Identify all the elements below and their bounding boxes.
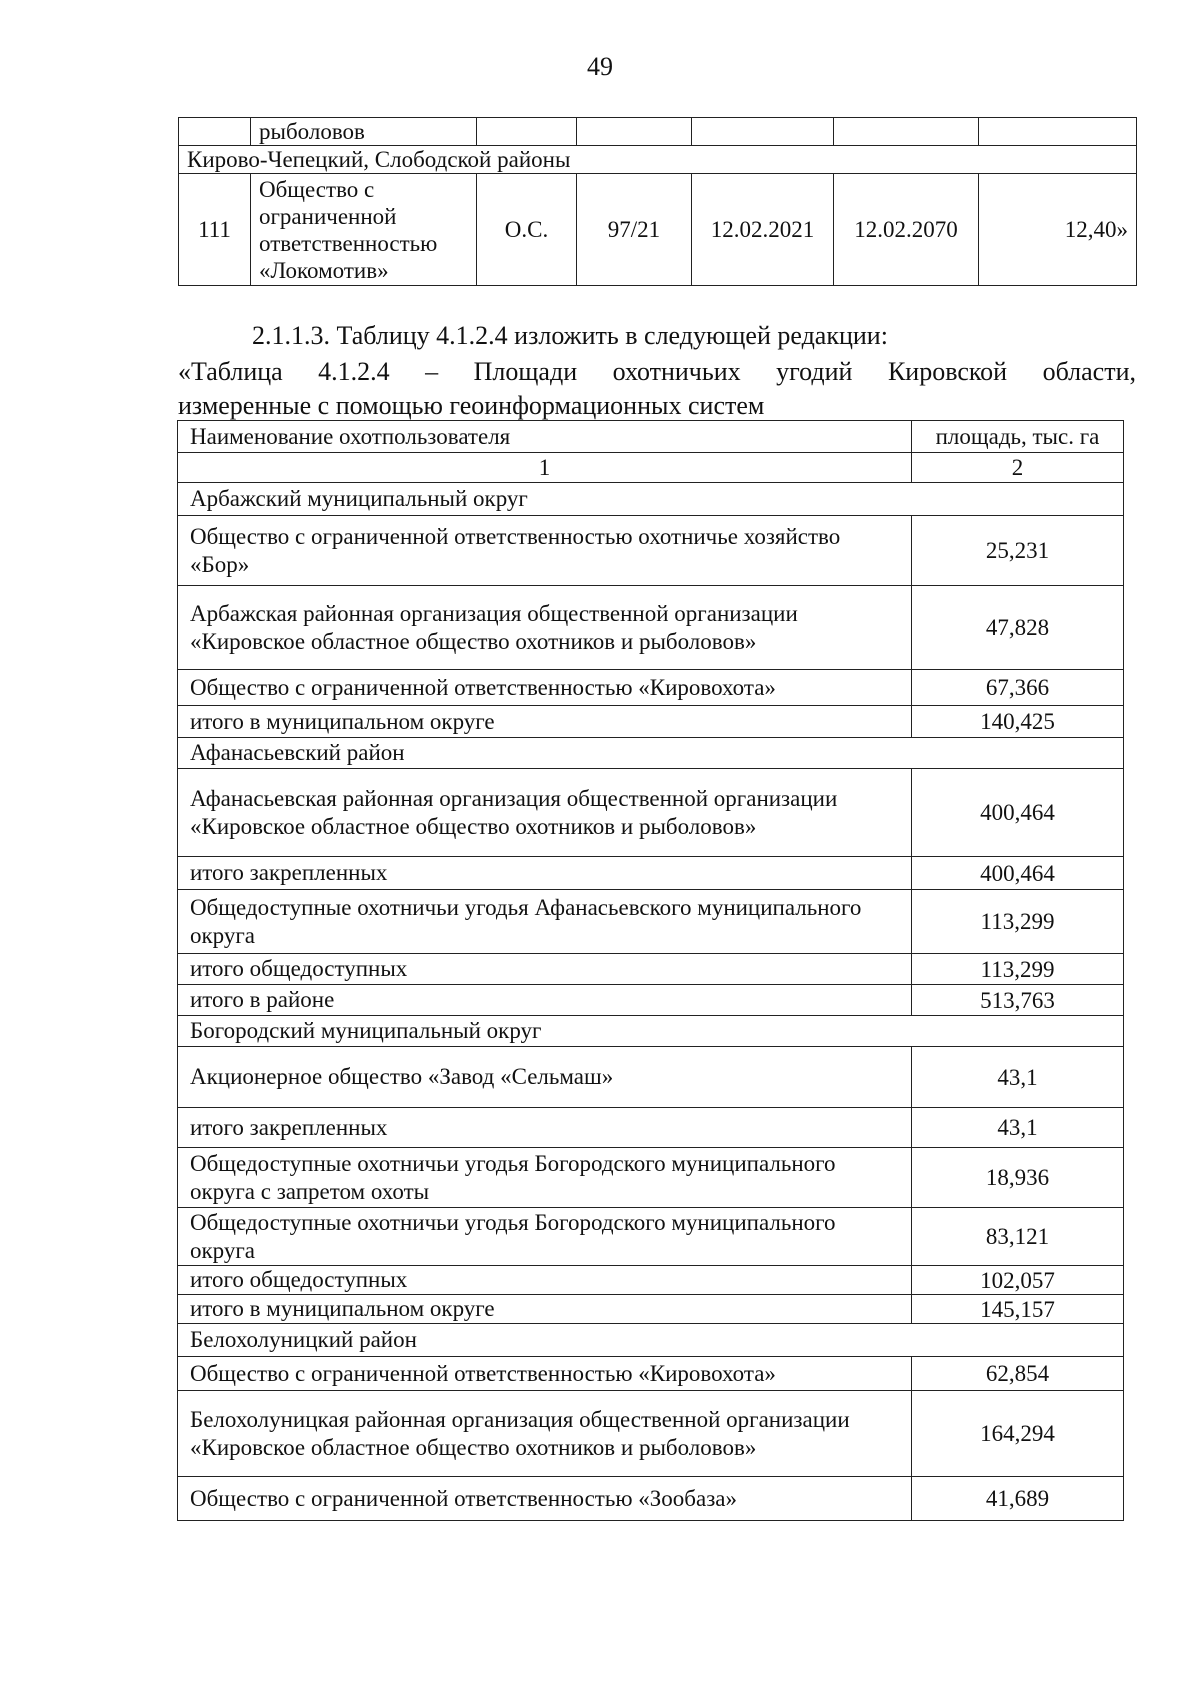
row-value: 41,689 xyxy=(912,1477,1124,1521)
table-row xyxy=(178,670,1124,706)
row-value: 140,425 xyxy=(912,706,1124,738)
row-name: Общедоступные охотничьи угодья Богородского муниципального округа с запретом охоты xyxy=(178,1148,912,1208)
section-title: Арбажский муниципальный округ xyxy=(178,483,1124,516)
row-fragment-text: рыболовов xyxy=(251,118,477,146)
organization-name: Общество с ограниченной ответственностью «Локомотив» xyxy=(251,174,477,286)
row-name: Общество с ограниченной ответственностью «Кировохота» xyxy=(178,670,912,706)
header-area: площадь, тыс. га xyxy=(912,421,1124,453)
section-title: Богородский муниципальный округ xyxy=(178,1016,1124,1047)
row-name: итого в муниципальном округе xyxy=(178,706,912,738)
row-value: 400,464 xyxy=(912,857,1124,890)
table-row xyxy=(178,516,1124,586)
row-value: 43,1 xyxy=(912,1047,1124,1108)
row-value: 47,828 xyxy=(912,586,1124,670)
table-row xyxy=(178,706,1124,738)
table-row xyxy=(178,769,1124,857)
row-value: 18,936 xyxy=(912,1148,1124,1208)
table-row xyxy=(179,118,1137,146)
hunting-areas-table xyxy=(177,420,1124,1521)
table-row xyxy=(178,954,1124,985)
row-name: Арбажская районная организация общественной организации «Кировское областное общество охотников и рыболовов» xyxy=(178,586,912,670)
row-value: 113,299 xyxy=(912,890,1124,954)
row-name: итого закрепленных xyxy=(178,1108,912,1148)
row-name: Афанасьевская районная организация общественной организации «Кировское областное общество охотников и рыболовов» xyxy=(178,769,912,857)
row-value: 43,1 xyxy=(912,1108,1124,1148)
column-number-1: 1 xyxy=(178,453,912,483)
table-row xyxy=(178,1391,1124,1477)
row-name: Белохолуницкая районная организация общественной организации «Кировское областное общество охотников и рыболовов» xyxy=(178,1391,912,1477)
table-row xyxy=(178,1266,1124,1295)
table-row xyxy=(178,1477,1124,1521)
table-row xyxy=(178,1295,1124,1324)
table-caption-line-2: измеренные с помощью геоинформационных систем xyxy=(178,391,765,420)
table-row xyxy=(178,1047,1124,1108)
table-row xyxy=(178,1208,1124,1266)
page-number: 49 xyxy=(587,52,613,81)
row-value: 513,763 xyxy=(912,985,1124,1016)
row-value: 83,121 xyxy=(912,1208,1124,1266)
paragraph-instruction: 2.1.1.3. Таблицу 4.1.2.4 изложить в следующей редакции: xyxy=(252,321,888,350)
row-name: итого общедоступных xyxy=(178,1266,912,1295)
table-row xyxy=(179,174,1137,286)
table-row xyxy=(178,985,1124,1016)
table-header-row xyxy=(178,421,1124,453)
row-name: итого общедоступных xyxy=(178,954,912,985)
row-value: 102,057 xyxy=(912,1266,1124,1295)
row-name: Общество с ограниченной ответственностью «Кировохота» xyxy=(178,1357,912,1391)
row-name: итого закрепленных xyxy=(178,857,912,890)
row-value: 164,294 xyxy=(912,1391,1124,1477)
table-row xyxy=(178,1108,1124,1148)
date-start: 12.02.2021 xyxy=(692,174,834,286)
table-row xyxy=(178,857,1124,890)
area-value: 12,40» xyxy=(979,174,1137,286)
row-value: 145,157 xyxy=(912,1295,1124,1324)
district-header: Кирово-Чепецкий, Слободской районы xyxy=(179,146,1137,174)
table-row xyxy=(178,1148,1124,1208)
table-row xyxy=(178,1357,1124,1391)
table-row xyxy=(179,146,1137,174)
row-name: Общество с ограниченной ответственностью «Зообаза» xyxy=(178,1477,912,1521)
row-name: Общедоступные охотничьи угодья Афанасьевского муниципального округа xyxy=(178,890,912,954)
row-name: Акционерное общество «Завод «Сельмаш» xyxy=(178,1047,912,1108)
section-title: Афанасьевский район xyxy=(178,738,1124,769)
section-row xyxy=(178,738,1124,769)
row-name: Общедоступные охотничьи угодья Богородского муниципального округа xyxy=(178,1208,912,1266)
row-name: Общество с ограниченной ответственностью охотничье хозяйство «Бор» xyxy=(178,516,912,586)
header-name: Наименование охотпользователя xyxy=(178,421,912,453)
row-name: итого в муниципальном округе xyxy=(178,1295,912,1324)
table-row xyxy=(178,586,1124,670)
column-number-2: 2 xyxy=(912,453,1124,483)
row-name: итого в районе xyxy=(178,985,912,1016)
row-value: 62,854 xyxy=(912,1357,1124,1391)
previous-table-continuation xyxy=(178,117,1137,286)
row-value: 25,231 xyxy=(912,516,1124,586)
section-title: Белохолуницкий район xyxy=(178,1324,1124,1357)
row-value: 113,299 xyxy=(912,954,1124,985)
section-row xyxy=(178,483,1124,516)
table-row xyxy=(178,890,1124,954)
column-number-row xyxy=(178,453,1124,483)
section-row xyxy=(178,1016,1124,1047)
abbreviation: О.С. xyxy=(477,174,577,286)
section-row xyxy=(178,1324,1124,1357)
table-caption-line-1: «Таблица 4.1.2.4 – Площади охотничьих угодий Кировской области, xyxy=(178,357,1136,386)
row-value: 67,366 xyxy=(912,670,1124,706)
date-end: 12.02.2070 xyxy=(834,174,979,286)
row-number: 111 xyxy=(179,174,251,286)
document-number: 97/21 xyxy=(577,174,692,286)
row-value: 400,464 xyxy=(912,769,1124,857)
